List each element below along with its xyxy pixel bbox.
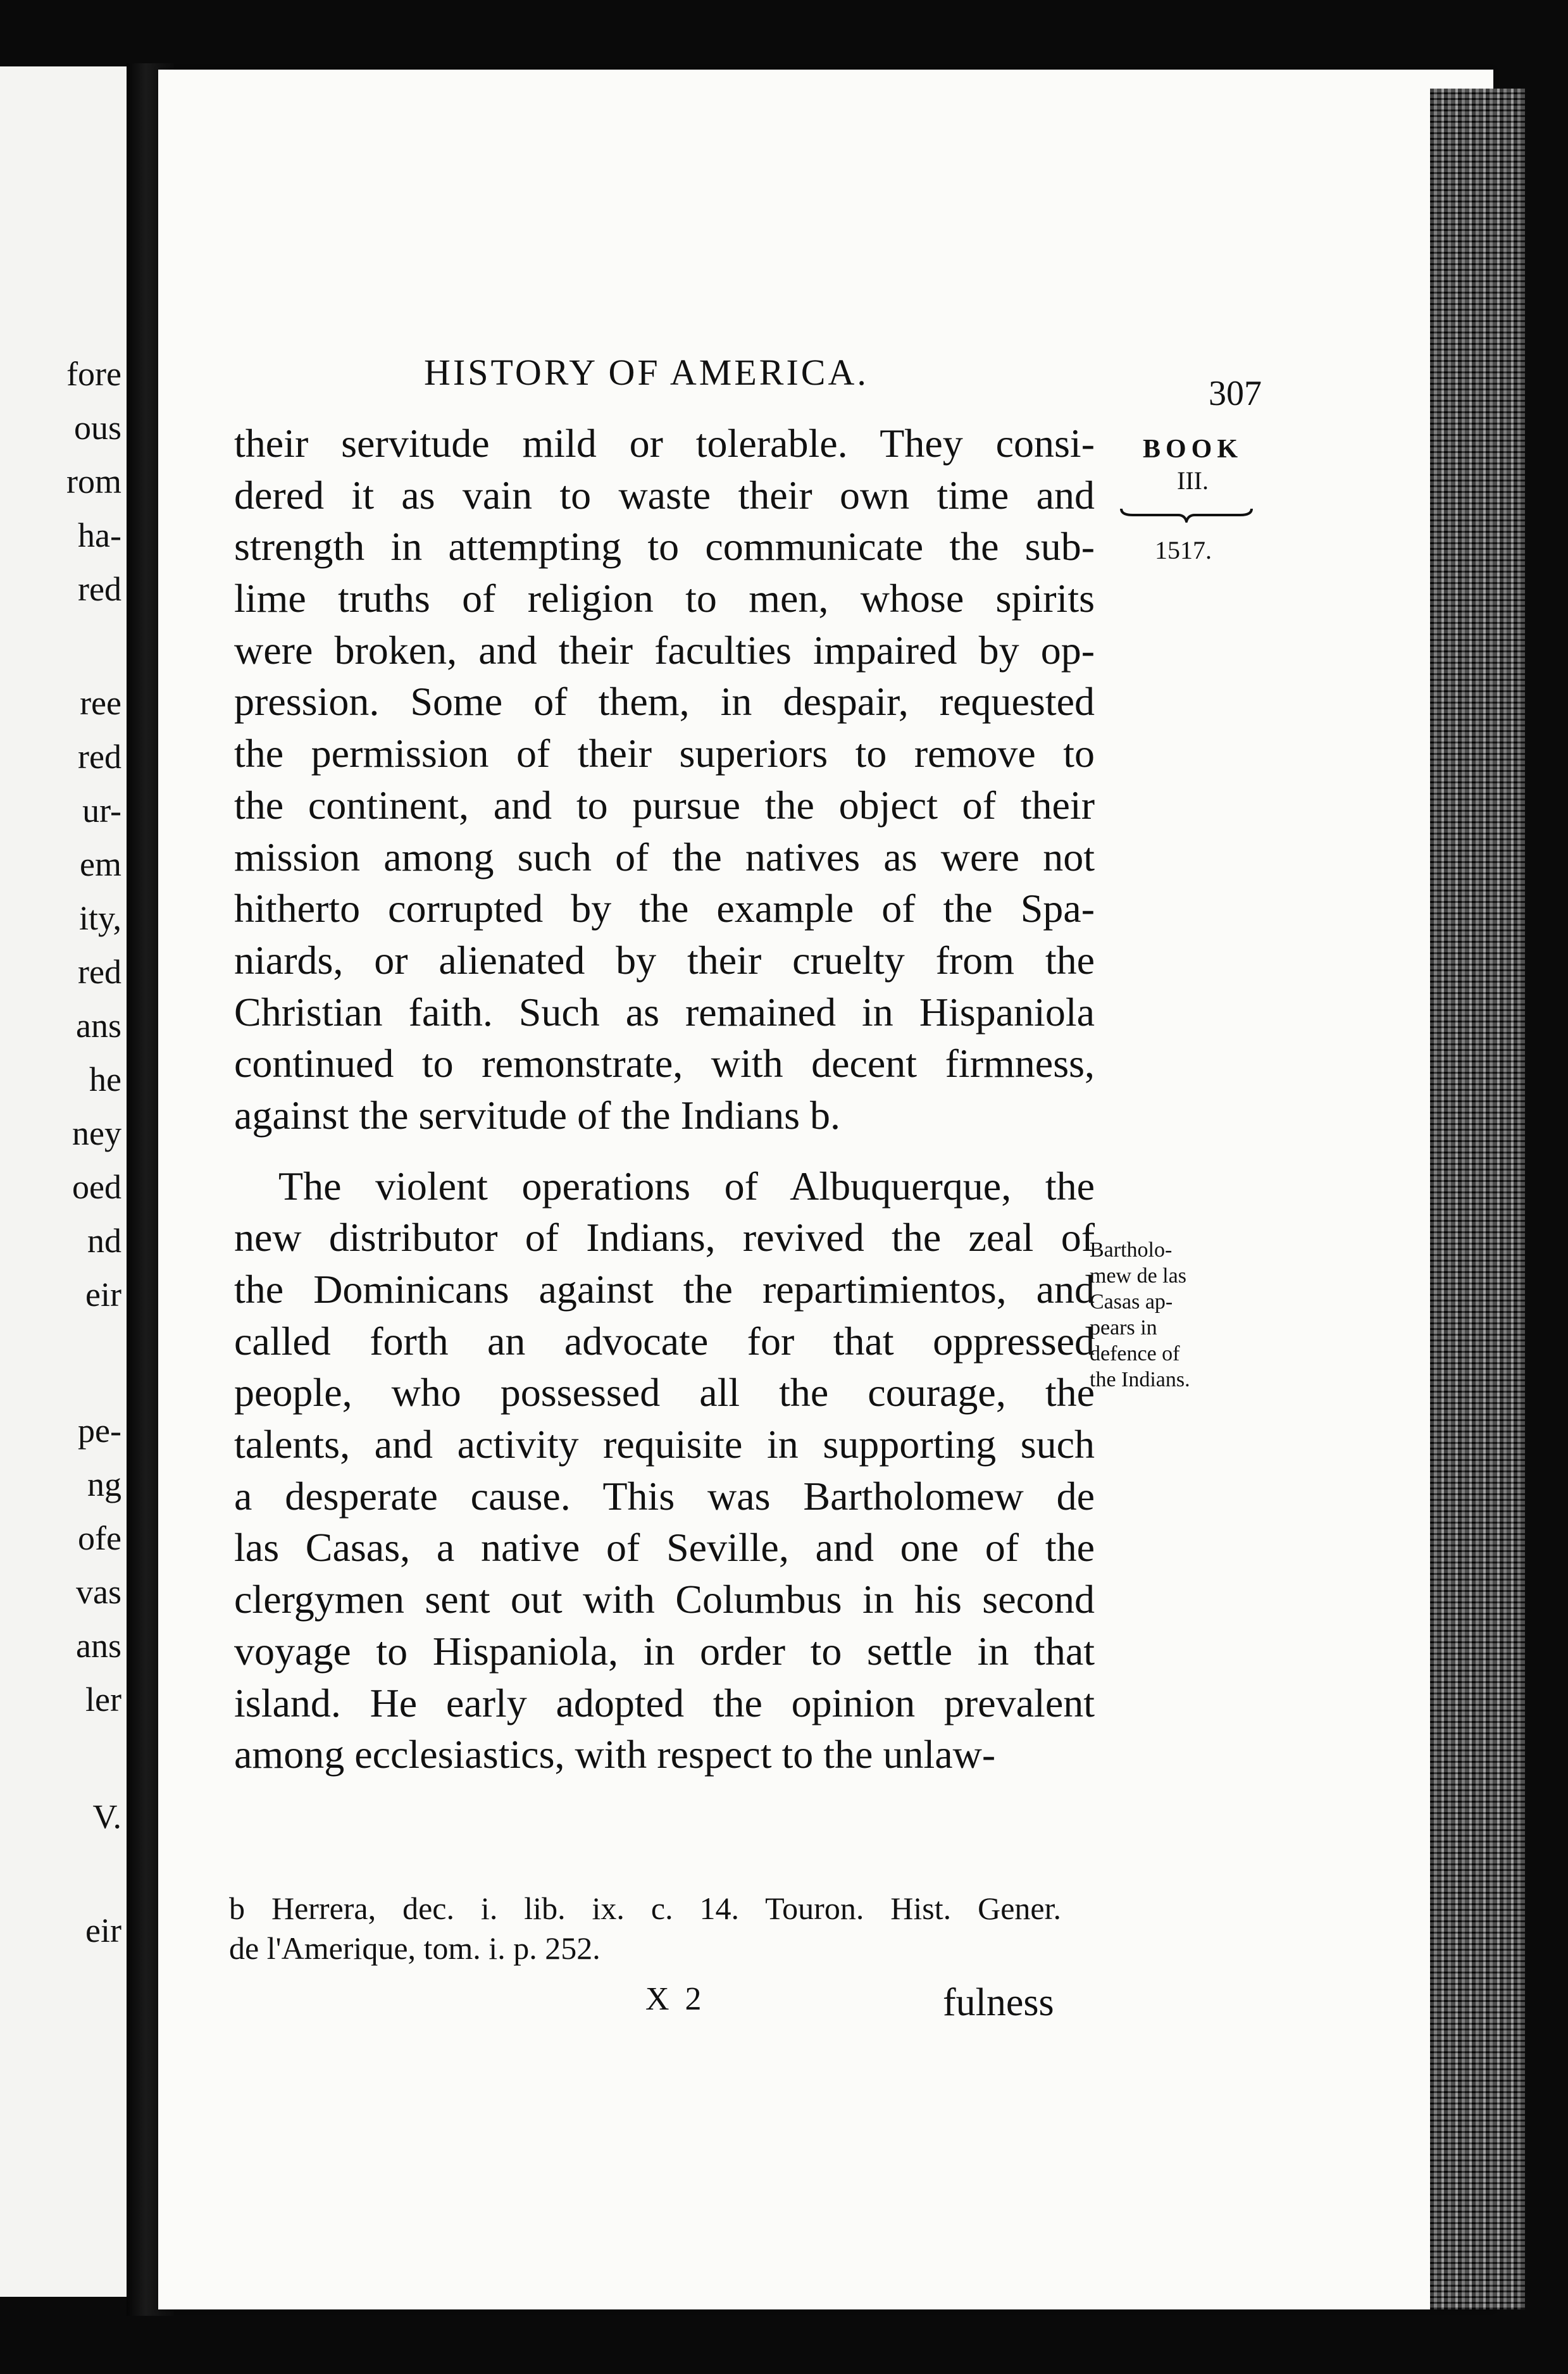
- paragraph-gap: [234, 1141, 1095, 1160]
- text-line: people, who possessed all the courage, the: [234, 1370, 1095, 1415]
- text-line: lime truths of religion to men, whose spirits: [234, 576, 1095, 621]
- facing-page-fragment: ur-: [82, 792, 121, 830]
- facing-page-fragment: ans: [76, 1007, 121, 1045]
- facing-page-fragment: ng: [87, 1465, 121, 1503]
- facing-page-fragment: nd: [87, 1222, 121, 1260]
- text-line: the continent, and to pursue the object of their: [234, 782, 1095, 828]
- year-note: 1517.: [1155, 536, 1212, 564]
- book-label: BOOK: [1142, 435, 1243, 464]
- text-line: their servitude mild or tolerable. They consi-: [234, 421, 1095, 466]
- text-line: new distributor of Indians, revived the zeal of: [234, 1215, 1095, 1260]
- facing-page-fragment: red: [78, 570, 121, 608]
- text-line: The violent operations of Albuquerque, the: [278, 1163, 1095, 1209]
- facing-page-fragment: rom: [66, 463, 121, 500]
- text-line: a desperate cause. This was Bartholomew de: [234, 1473, 1095, 1519]
- facing-page-fragment: ree: [80, 684, 121, 722]
- text-line: called forth an advocate for that oppressed: [234, 1318, 1095, 1364]
- facing-page-fragment: ans: [76, 1627, 121, 1665]
- facing-page-fragment: red: [78, 953, 121, 991]
- facing-page-fragment: he: [89, 1060, 121, 1098]
- facing-page-fragment: ity,: [79, 899, 121, 937]
- text-line: were broken, and their faculties impaired by op-: [234, 627, 1095, 673]
- catchword: fulness: [943, 1981, 1054, 2024]
- text-line: niards, or alienated by their cruelty from the: [234, 937, 1095, 983]
- facing-page-fragment: eir: [85, 1911, 121, 1949]
- footnote-line: b Herrera, dec. i. lib. ix. c. 14. Touron. Hist. Gener.: [229, 1891, 1061, 1926]
- margin-note-line: the Indians.: [1090, 1368, 1190, 1391]
- facing-page-fragment: em: [80, 845, 121, 883]
- facing-page-fragment: oed: [72, 1168, 121, 1206]
- facing-page-fragment: V.: [92, 1798, 121, 1836]
- facing-page-fragment: ler: [85, 1681, 121, 1718]
- facing-page-fragment: ofe: [78, 1519, 121, 1557]
- text-line: clergymen sent out with Columbus in his second: [234, 1577, 1095, 1622]
- body-text: [234, 418, 1095, 1781]
- text-line: dered it as vain to waste their own time and: [234, 472, 1095, 518]
- text-line: the permission of their superiors to remove to: [234, 731, 1095, 776]
- text-line: the Dominicans against the repartimientos, and: [234, 1267, 1095, 1312]
- text-line: continued to remonstrate, with decent firmness,: [234, 1041, 1095, 1086]
- page-number: 307: [1209, 374, 1262, 413]
- facing-page-fragment: ha-: [78, 516, 121, 554]
- text-line: las Casas, a native of Seville, and one of the: [234, 1525, 1095, 1570]
- margin-note: [1090, 1237, 1254, 1393]
- brace-icon: [1120, 506, 1253, 523]
- signature-mark: X 2: [645, 1981, 706, 2017]
- text-line: talents, and activity requisite in supporting such: [234, 1422, 1095, 1467]
- text-line: against the servitude of the Indians b.: [234, 1092, 840, 1138]
- facing-page-fragment: eir: [85, 1276, 121, 1314]
- margin-note-line: mew de las: [1090, 1264, 1186, 1288]
- text-line: among ecclesiastics, with respect to the unlaw-: [234, 1732, 996, 1777]
- margin-note-line: Bartholo-: [1090, 1238, 1173, 1262]
- page-edge: [1430, 89, 1525, 2309]
- facing-page-fragment: pe-: [78, 1412, 121, 1450]
- facing-page-fragment: ney: [72, 1114, 121, 1152]
- text-line: strength in attempting to communicate the sub-: [234, 524, 1095, 569]
- footnote: [229, 1889, 1061, 1968]
- text-line: hitherto corrupted by the example of the Spa-: [234, 886, 1095, 931]
- text-line: mission among such of the natives as were not: [234, 834, 1095, 879]
- facing-page-fragment: vas: [76, 1573, 121, 1611]
- facing-page-fragment: fore: [66, 355, 121, 393]
- text-line: pression. Some of them, in despair, requested: [234, 679, 1095, 724]
- footnote-line: de l'Amerique, tom. i. p. 252.: [229, 1930, 600, 1966]
- book-number: III.: [1177, 466, 1209, 495]
- facing-page-fragment: ous: [73, 409, 121, 447]
- facing-page-fragment: red: [78, 738, 121, 776]
- margin-note-line: defence of: [1090, 1342, 1180, 1365]
- text-line: island. He early adopted the opinion prevalent: [234, 1680, 1095, 1725]
- text-line: voyage to Hispaniola, in order to settle in that: [234, 1628, 1095, 1674]
- running-title: HISTORY OF AMERICA.: [424, 352, 869, 393]
- margin-note-line: pears in: [1090, 1316, 1157, 1339]
- facing-page: [0, 66, 127, 2297]
- text-line: Christian faith. Such as remained in Hispaniola: [234, 989, 1095, 1035]
- margin-note-line: Casas ap-: [1090, 1290, 1173, 1314]
